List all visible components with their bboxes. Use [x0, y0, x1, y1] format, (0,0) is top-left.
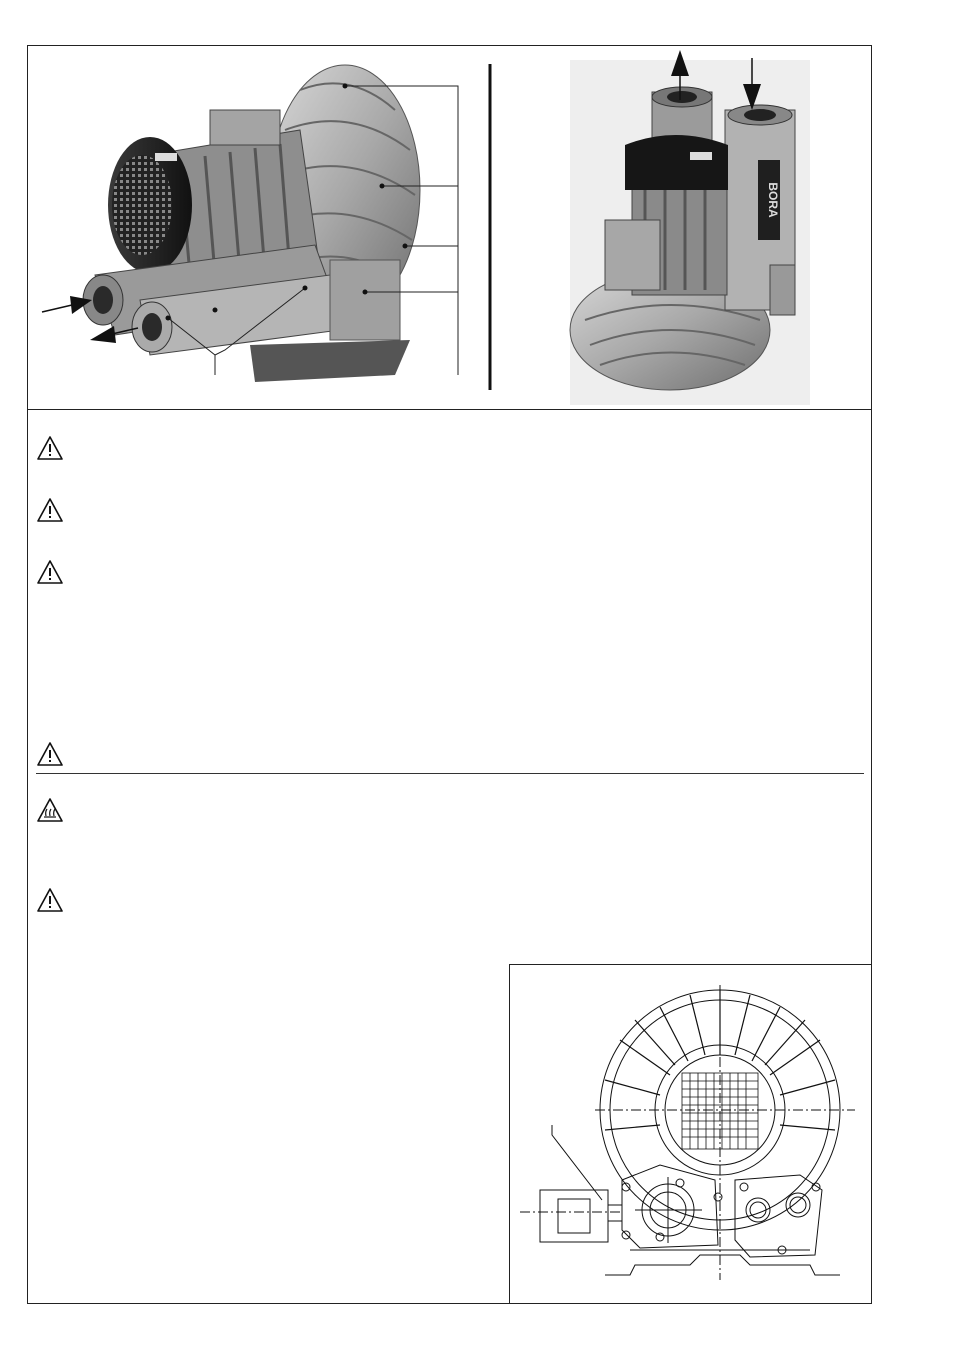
front-view-drawing	[510, 965, 873, 1305]
technical-drawing-panel	[509, 964, 872, 1304]
warning-triangle-icon	[36, 497, 64, 523]
brand-label: BORA	[766, 182, 780, 218]
warning-triangle-icon	[36, 887, 64, 913]
warning-triangle-icon	[36, 435, 64, 461]
warning-triangle-icon	[36, 559, 64, 585]
right-blower-photo	[570, 60, 810, 405]
inlet-arrow-left	[42, 296, 92, 314]
warning-triangle-icon	[36, 741, 64, 767]
left-blower-photo	[83, 65, 420, 382]
hot-surface-icon	[36, 797, 64, 823]
